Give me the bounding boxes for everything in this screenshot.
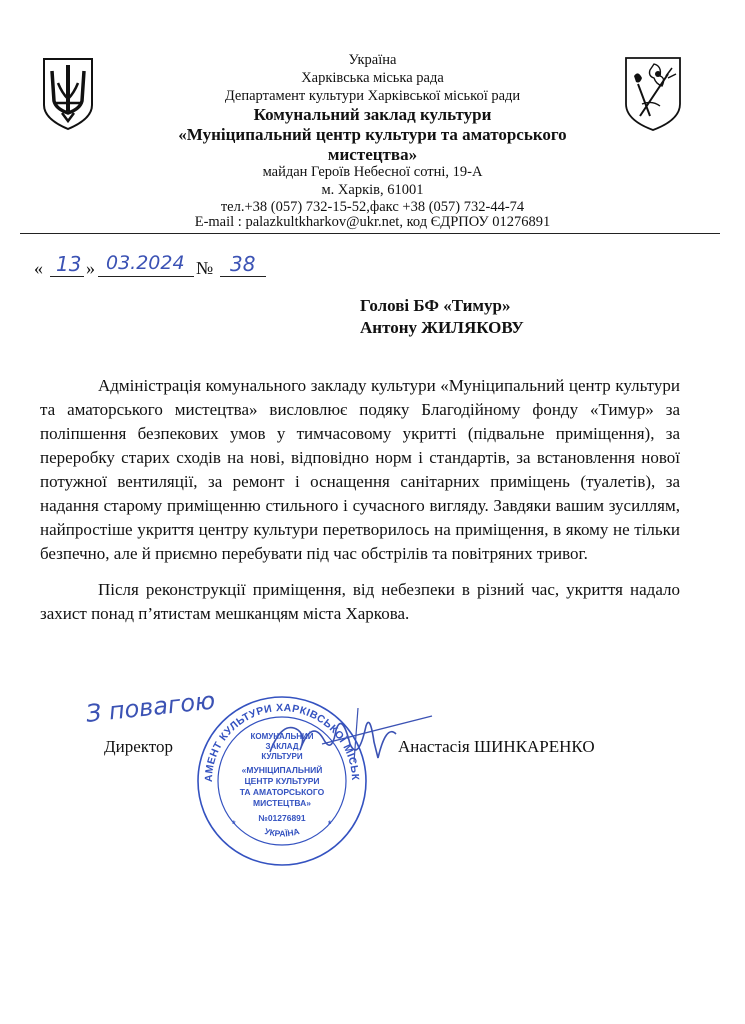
official-stamp [196,695,368,867]
header-org-type: Комунальний заклад культури [253,105,492,124]
stamp-inner-2: ЗАКЛАД [265,742,299,751]
header-address-2: м. Харків, 61001 [321,182,424,198]
header-council: Харківська міська рада [301,70,444,86]
stamp-inner-5: ЦЕНТР КУЛЬТУРИ [244,776,320,786]
addressee-line-1: Голові БФ «Тимур» [360,296,511,315]
stamp-inner-1: КОМУНАЛЬНИЙ [250,732,314,741]
addressee-line-2: Антону ЖИЛЯКОВУ [360,318,524,337]
header-org-name-2: мистецтва» [327,145,418,164]
letterhead [0,0,745,240]
stamp-code: №01276891 [258,813,306,823]
signatory-name: Анастасія ШИНКАРЕНКО [398,737,595,756]
stamp-bottom-ring: УКРАЇНА [263,826,301,839]
stamp-star-left: * [232,819,236,829]
ref-date-underline [98,276,194,277]
reference-line [34,252,294,282]
header-phones: тел.+38 (057) 732-15-52,факс +38 (057) 732-44-74 [220,199,525,215]
ref-number-underline [220,276,266,277]
ref-day: 13 [56,252,82,276]
ref-month-year: 03.2024 [106,252,185,274]
ref-number: 38 [230,252,256,276]
header-department: Департамент культури Харківської міської ради [224,88,521,104]
stamp-inner-7: МИСТЕЦТВА» [253,798,311,808]
handwritten-note: З повагою [84,686,217,728]
stamp-inner-3: КУЛЬТУРИ [261,752,303,761]
ref-open-quote: « [34,258,43,278]
ref-day-underline [50,276,84,277]
header-address-1: майдан Героїв Небесної сотні, 19-А [262,164,483,180]
body-paragraph-1: Адміністрація комунального закладу культури «Муніципальний центр культури та аматорського мистецтва» висловлює подяку Благодійному фонду «Тимур» за поліпшення безпекових умов у тимчасовому укритті (підвальне приміщення), за переробку старих сходів на нові, відповідно норм і стандартів, за встановлення нової потужної вентиляції, за ремонт і оснащення санітарних приміщень (туалетів), за надання старому приміщенню стильного і сучасного вигляду. Завдяки вашим зусиллям, найпростіше укриття центру культури перетворилось на приміщення, в якому не тільки безпечно, але й приємно перебувати під час обстрілів та повітряних тривог. [40,376,680,563]
stamp-star-right: * [328,819,332,829]
ref-number-sign: № [196,258,214,278]
stamp-inner-6: ТА АМАТОРСЬКОГО [239,787,325,797]
header-email-code: E-mail : palazkultkharkov@ukr.net, код ЄДРПОУ 01276891 [194,214,551,230]
signatory-title: Директор [104,737,173,756]
header-divider [20,233,720,234]
header-org-name-1: «Муніципальний центр культури та аматорського [178,125,567,144]
ref-close-quote: » [86,258,95,278]
stamp-inner-4: «МУНІЦИПАЛЬНИЙ [241,765,323,775]
stamp-outer-ring: АМЕНТ КУЛЬТУРИ ХАРКІВСЬКОЇ МІСЬК [202,701,362,783]
body-paragraph-2: Після реконструкції приміщення, від небезпеки в різний час, укриття надало захист понад п’ятистам мешканцям міста Харкова. [40,580,680,623]
header-country: Україна [348,52,397,68]
